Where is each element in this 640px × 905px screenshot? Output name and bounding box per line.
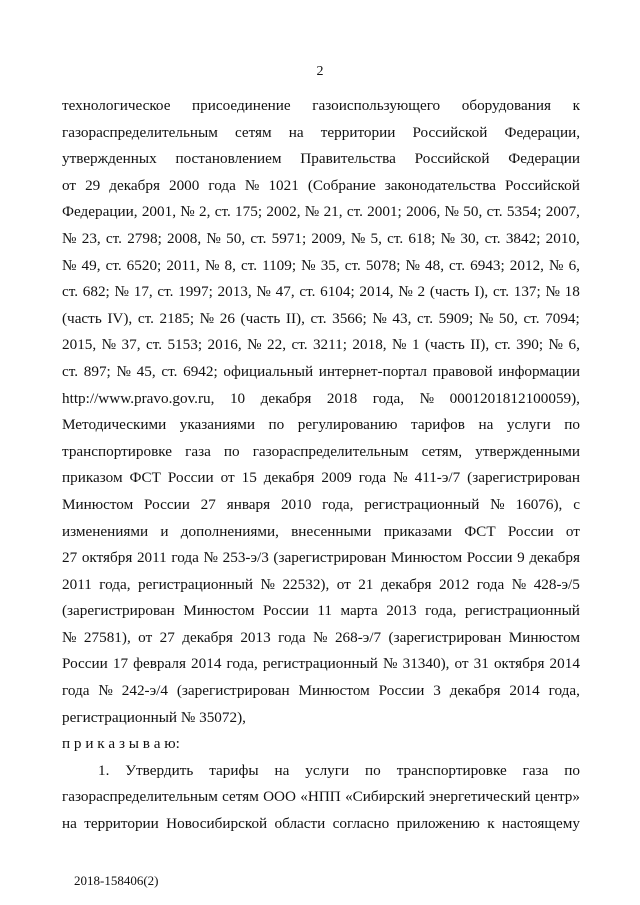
- text-line: года № 242-э/4 (зарегистрирован Минюстом России 3 декабря 2014 года,: [62, 682, 580, 700]
- text-line: приказом ФСТ России от 15 декабря 2009 года № 411-э/7 (зарегистрирован: [62, 469, 580, 487]
- text-line: ст. 897; № 45, ст. 6942; официальный интернет-портал правовой информации: [62, 362, 580, 380]
- document-body: [62, 93, 580, 838]
- text-line: изменениями и дополнениями, внесенными приказами ФСТ России от: [62, 522, 580, 540]
- text-line: от 29 декабря 2000 года № 1021 (Собрание законодательства Российской: [62, 176, 580, 194]
- text-line: 27 октября 2011 года № 253-э/3 (зарегистрирован Минюстом России 9 декабря: [62, 549, 580, 567]
- text-line: № 23, ст. 2798; 2008, № 50, ст. 5971; 2009, № 5, ст. 618; № 30, ст. 3842; 2010,: [62, 229, 580, 247]
- document-code: 2018-158406(2): [74, 873, 159, 888]
- text-line: газораспределительным сетям на территории Российской Федерации,: [62, 123, 580, 141]
- text-line: (часть IV), ст. 2185; № 26 (часть II), ст. 3566; № 43, ст. 5909; № 50, ст. 7094;: [62, 309, 580, 327]
- text-line: № 27581), от 27 декабря 2013 года № 268-э/7 (зарегистрирован Минюстом: [62, 628, 580, 646]
- text-line: 1. Утвердить тарифы на услуги по транспортировке газа по: [98, 761, 580, 779]
- text-line: Минюстом России 27 января 2010 года, регистрационный № 16076), с: [62, 495, 580, 513]
- text-line: технологическое присоединение газоиспользующего оборудования к: [62, 97, 580, 114]
- text-line: http://www.pravo.gov.ru, 10 декабря 2018 года, № 0001201812100059),: [62, 389, 580, 407]
- text-line: транспортировке газа по газораспределительным сетям, утвержденными: [62, 442, 580, 460]
- text-line: Методическими указаниями по регулированию тарифов на услуги по: [62, 416, 580, 434]
- text-line: утвержденных постановлением Правительства Российской Федерации: [62, 150, 580, 168]
- text-line: России 17 февраля 2014 года, регистрационный № 31340), от 31 октября 2014: [62, 655, 580, 673]
- text-line: № 49, ст. 6520; 2011, № 8, ст. 1109; № 35, ст. 5078; № 48, ст. 6943; 2012, № 6,: [62, 256, 580, 274]
- text-line: регистрационный № 35072),: [62, 708, 246, 726]
- text-line: 2011 года, регистрационный № 22532), от 21 декабря 2012 года № 428-э/5: [62, 575, 580, 593]
- text-line: на территории Новосибирской области согласно приложению к настоящему: [62, 815, 580, 833]
- text-line: Федерации, 2001, № 2, ст. 175; 2002, № 21, ст. 2001; 2006, № 50, ст. 5354; 2007,: [62, 203, 580, 221]
- text-line: газораспределительным сетям ООО «НПП «Сибирский энергетический центр»: [62, 788, 580, 806]
- order-keyword: п р и к а з ы в а ю:: [62, 735, 180, 753]
- text-line: 2015, № 37, ст. 5153; 2016, № 22, ст. 3211; 2018, № 1 (часть II), ст. 390; № 6,: [62, 336, 580, 354]
- page-number: 2: [316, 64, 324, 79]
- text-line: (зарегистрирован Минюстом России 11 марта 2013 года, регистрационный: [62, 602, 580, 620]
- text-line: ст. 682; № 17, ст. 1997; 2013, № 47, ст. 6104; 2014, № 2 (часть I), ст. 137; № 18: [62, 283, 580, 301]
